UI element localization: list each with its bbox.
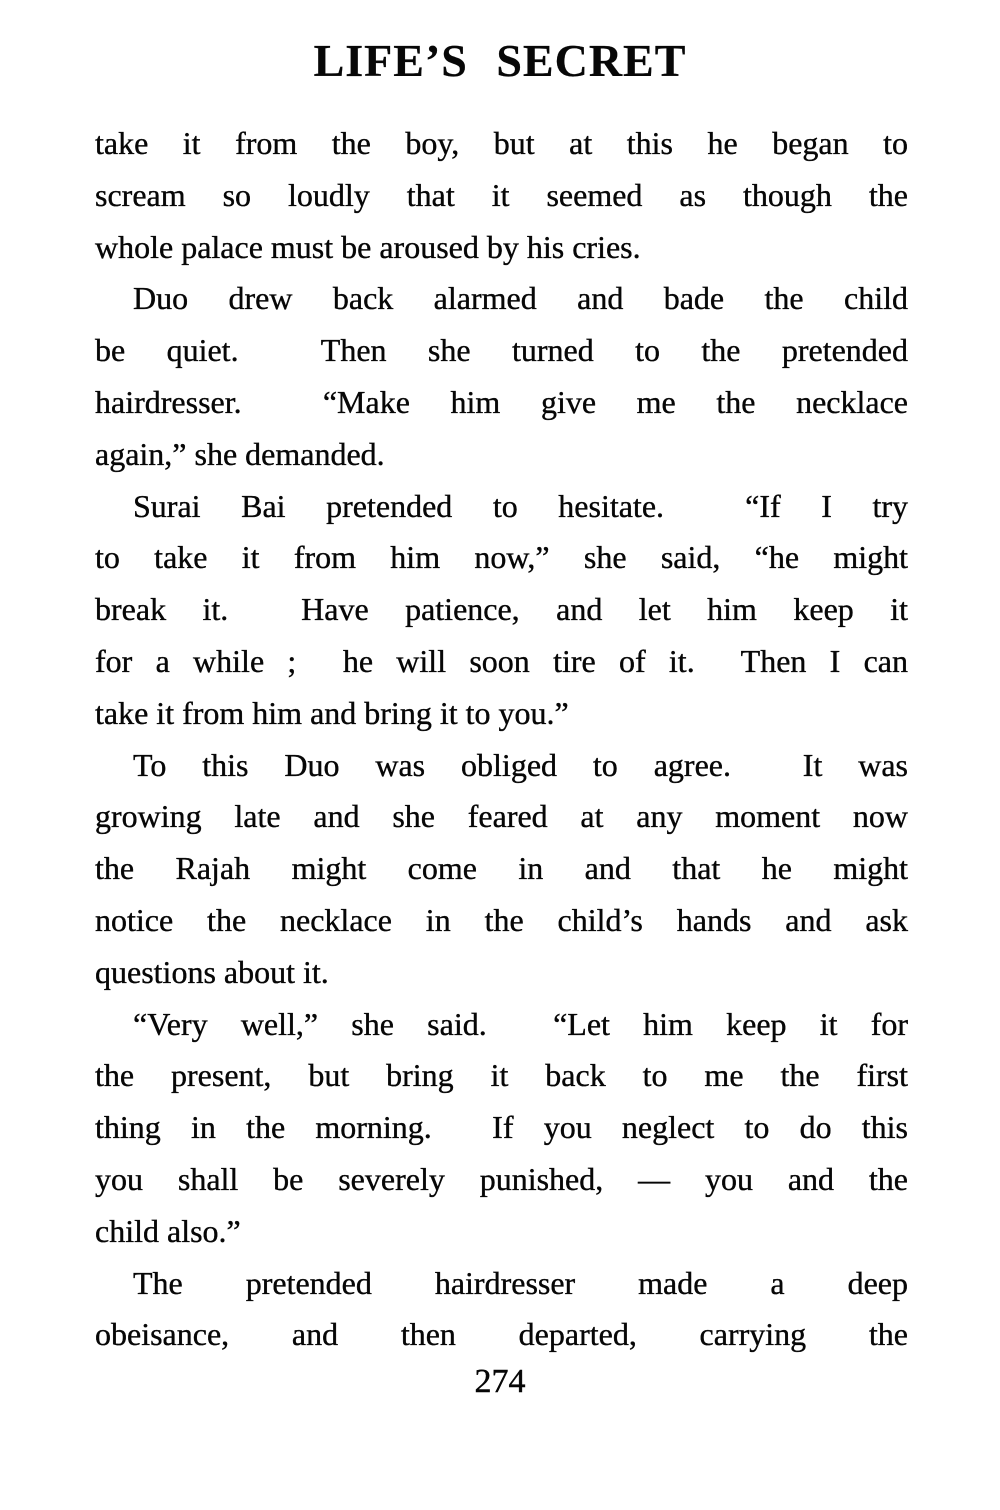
text-line: “Very well,” she said. “Let him keep it for [133,1005,908,1042]
text-line: break it. Have patience, and let him keep it [95,591,908,628]
text-line: hairdresser. “Make him give me the necklace [95,383,908,420]
text-line: whole palace must be aroused by his cries. [95,228,641,265]
text-line: To this Duo was obliged to agree. It was [133,746,908,783]
body-text [95,118,908,1361]
page-number: 274 [474,1363,526,1400]
text-line: obeisance, and then departed, carrying the [95,1316,908,1353]
text-line: take it from him and bring it to you.” [95,694,569,731]
text-line: questions about it. [95,953,329,990]
text-line: the present, but bring it back to me the first [95,1057,908,1094]
text-line: The pretended hairdresser made a deep [133,1264,908,1301]
text-line: be quiet. Then she turned to the pretended [95,332,908,369]
text-line: you shall be severely punished, — you and the [95,1160,908,1197]
text-line: notice the necklace in the child’s hands and ask [95,901,908,938]
text-line: Surai Bai pretended to hesitate. “If I try [133,487,908,524]
text-line: to take it from him now,” she said, “he might [95,539,908,576]
text-line: thing in the morning. If you neglect to do this [95,1109,908,1146]
text-line: Duo drew back alarmed and bade the child [133,280,908,317]
text-line: for a while ; he will soon tire of it. Then I can [95,642,908,679]
text-line: the Rajah might come in and that he might [95,850,908,887]
text-line: again,” she demanded. [95,435,385,472]
page-title: LIFE’S SECRET [313,35,687,86]
text-line: growing late and she feared at any moment now [95,798,908,835]
text-line: scream so loudly that it seemed as though the [95,176,908,213]
text-line: child also.” [95,1212,241,1249]
text-line: take it from the boy, but at this he began to [95,125,908,161]
